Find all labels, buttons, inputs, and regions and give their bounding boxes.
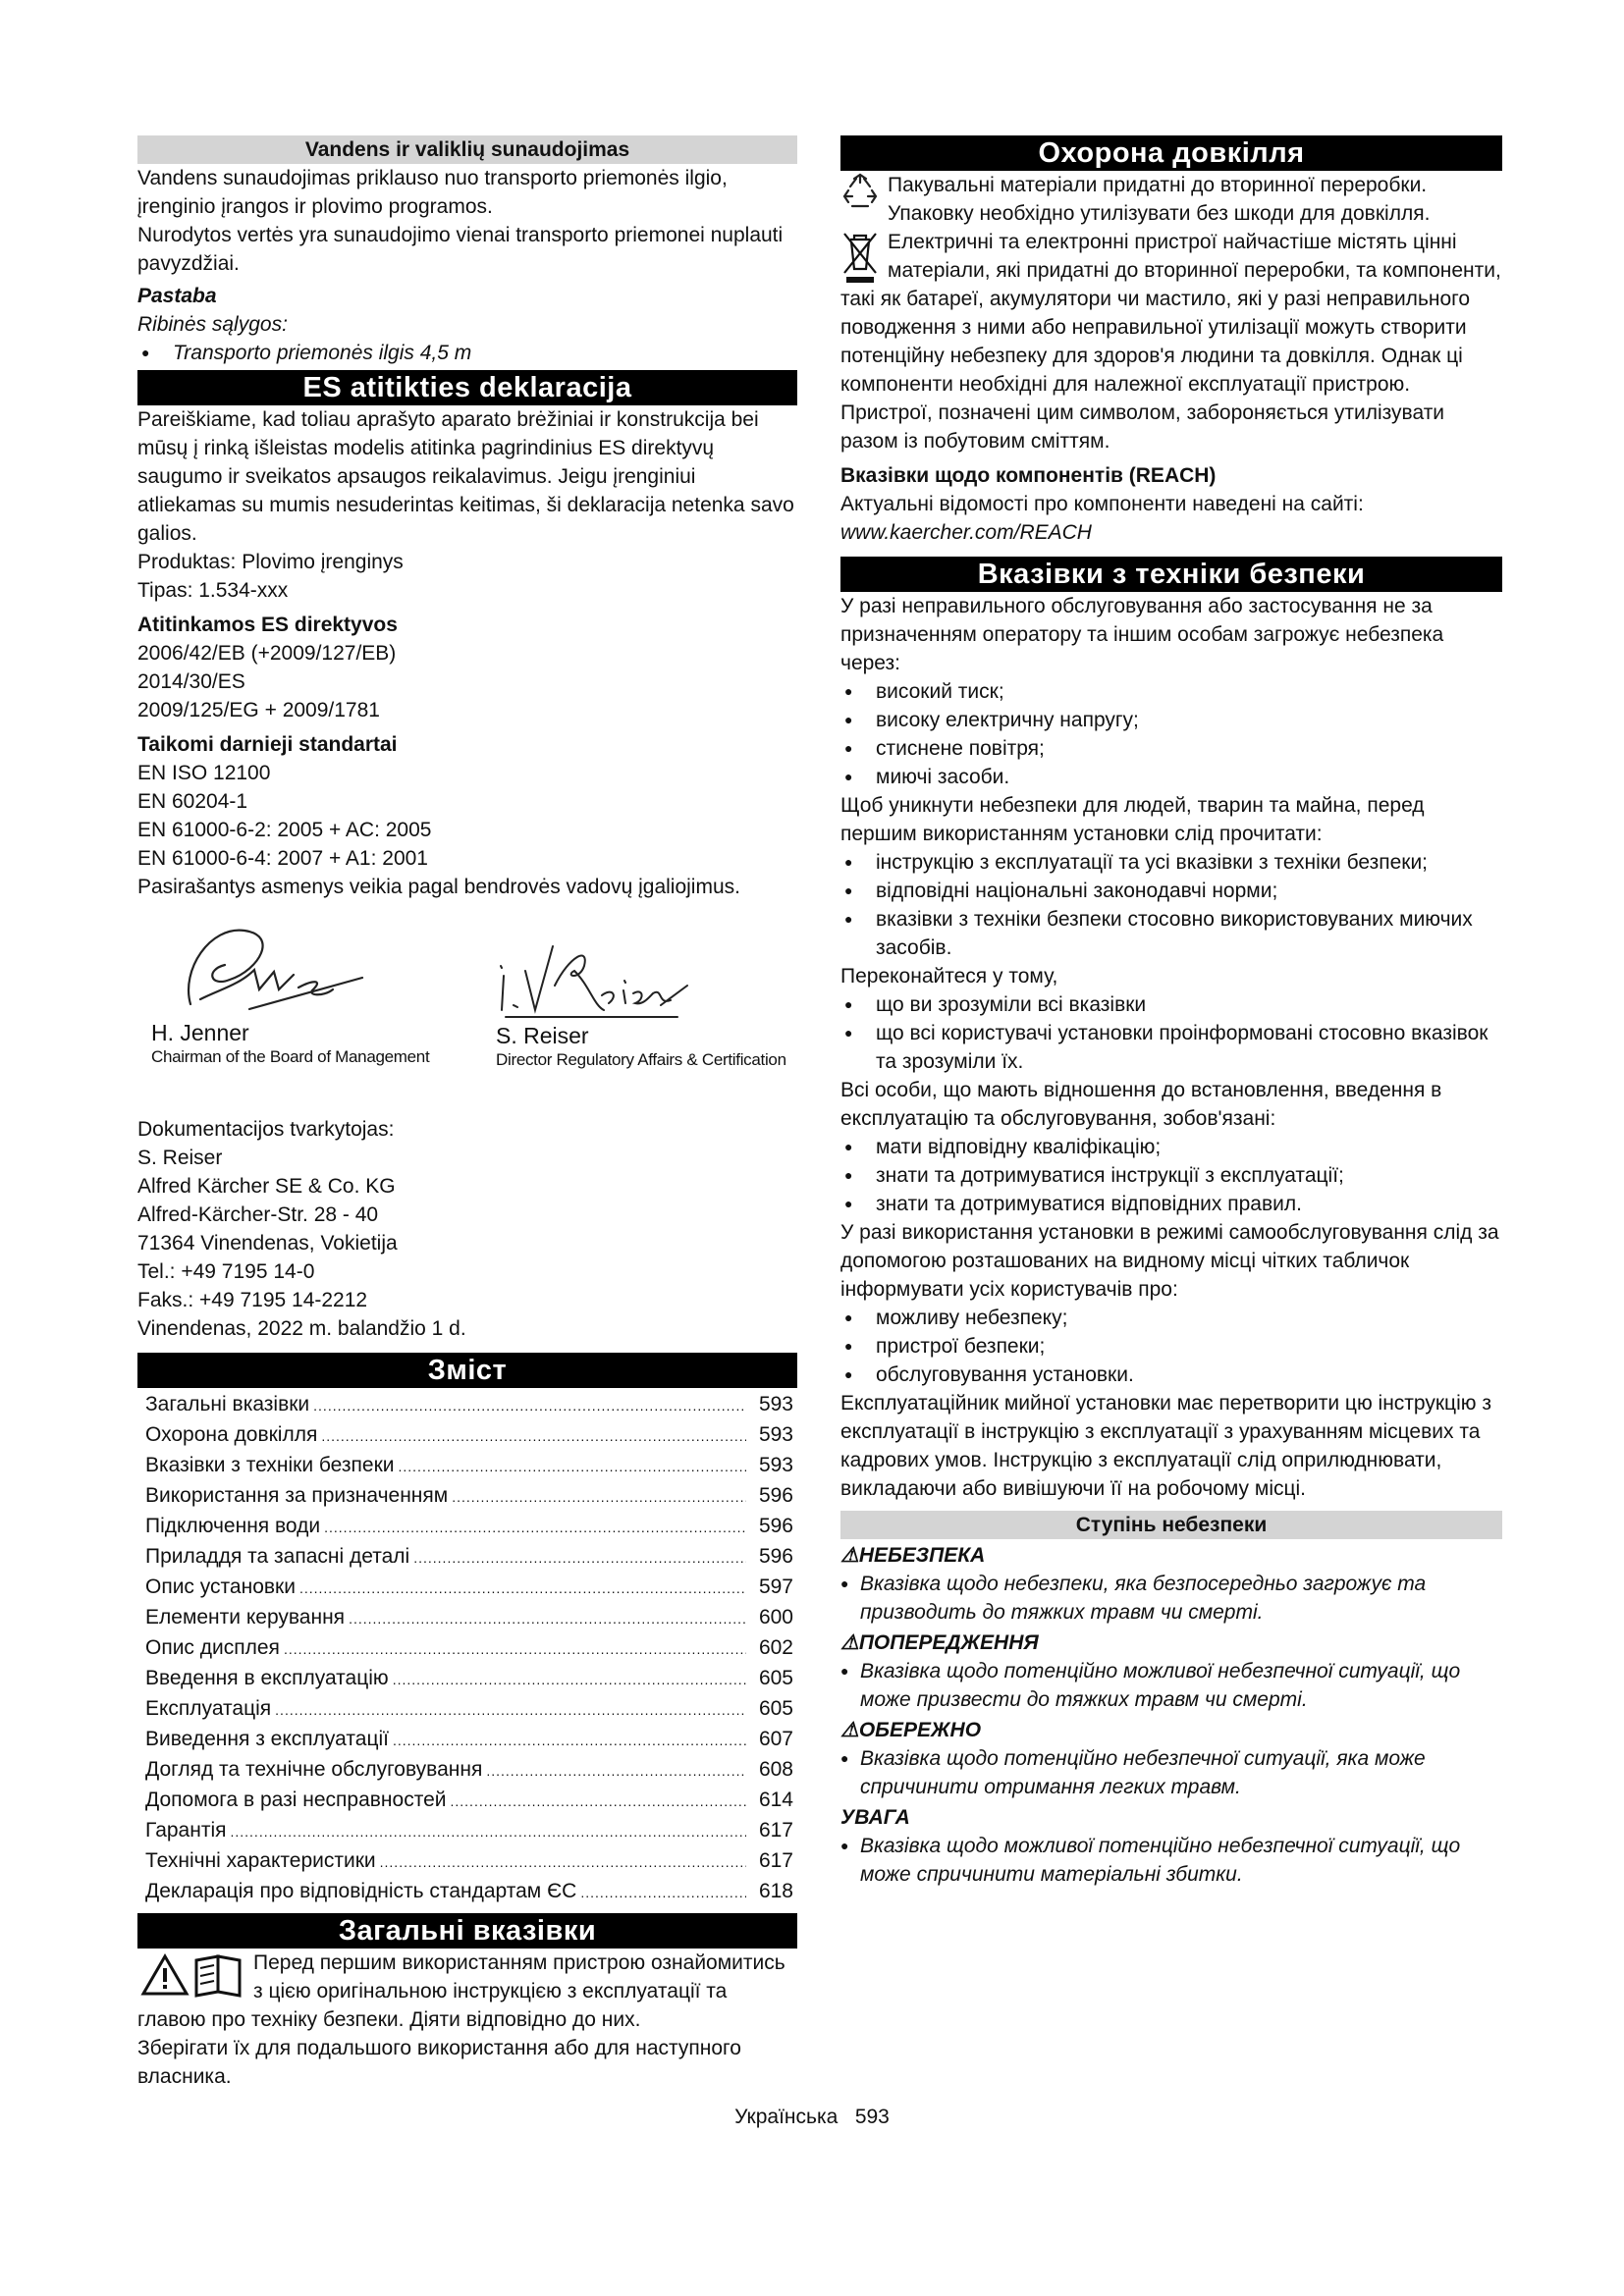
toc-title: Елементи керування [145,1606,346,1629]
list-item: ● високу електричну напругу; [840,706,1502,734]
toc-leader [380,1848,746,1877]
toc-row[interactable] [137,1390,797,1420]
toc-row[interactable] [137,1633,797,1664]
list-item: ● знати та дотримуватися відповідних правил. [840,1190,1502,1218]
standard-line: EN ISO 12100 [137,762,271,784]
address-line: Alfred Kärcher SE & Co. KG [137,1175,396,1198]
list-item: ● інструкцію з експлуатації та усі вказівки з техніки безпеки; [840,848,1502,877]
list-item: ● мати відповідну кваліфікацію; [840,1133,1502,1161]
toc-title: Приладдя та запасні деталі [145,1545,410,1568]
footer-language: Українська [734,2106,839,2128]
toc-row[interactable] [137,1877,797,1907]
general-notes [137,1949,797,2091]
warning-triangle-icon: ⚠ [840,1719,859,1741]
toc-leader [486,1757,746,1786]
general-paragraph-2: Зберігати їх для подальшого використання або для наступного власника. [137,2037,741,2088]
toc-title: Підключення води [145,1515,321,1537]
section-heading-toc: Зміст [137,1353,797,1388]
ensure-list [840,990,1502,1076]
toc-row[interactable] [137,1755,797,1786]
safety-paragraph-2: Щоб уникнути небезпеки для людей, тварин та майна, перед першим використанням установки слід прочитати: [840,794,1425,845]
list-item: ● знати та дотримуватися інструкції з експлуатації; [840,1161,1502,1190]
list-item: ● можливу небезпеку; [840,1304,1502,1332]
toc-row[interactable] [137,1846,797,1877]
toc-page: 596 [758,1545,793,1568]
warning-triangle-icon: ⚠ [840,1631,859,1654]
toc-page: 614 [758,1789,793,1811]
safety-paragraph-4: Всі особи, що мають відношення до встановлення, введення в експлуатацію та обслуговування, зобов'язані: [840,1079,1442,1130]
toc-leader [275,1696,746,1725]
signer-role: Director Regulatory Affairs & Certification [496,1050,786,1069]
warning-triangle-icon: ⚠ [840,1544,859,1567]
hazard-levels [840,1541,1502,1889]
directive-line: 2009/125/EG + 2009/1781 [137,699,380,721]
reach-link[interactable]: www.kaercher.com/REACH [840,521,1092,544]
toc-page: 593 [758,1454,793,1476]
list-item: ● стиснене повітря; [840,734,1502,763]
type-line: Tipas: 1.534-xxx [137,579,289,602]
standard-line: EN 60204-1 [137,790,248,813]
toc-page: 593 [758,1393,793,1415]
toc-page: 597 [758,1575,793,1598]
reach-paragraph: Актуальні відомості про компоненти наведені на сайті: [840,493,1364,515]
toc-title: Вказівки з техніки безпеки [145,1454,395,1476]
environment-paragraph-1: Пакувальні матеріали придатні до вторинної переробки. Упаковку необхідно утилізувати без шкоди для довкілля. [888,174,1431,225]
general-paragraph-1: Перед першим використанням пристрою ознайомитись з цією оригінальною інструкцією з експлуатації та главою про техніку безпеки. Діяти відповідно до них. [137,1951,785,2031]
toc-title: Опис установки [145,1575,296,1598]
toc-leader [324,1514,746,1542]
water-paragraph-2: Nurodytos vertės yra sunaudojimo vienai transporto priemonei nuplauti pavyzdžiai. [137,224,784,275]
list-item: ● що всі користувачі установки проінформовані стосовно вказівок та зрозуміли їх. [840,1019,1502,1076]
warning-manual-icon [139,1950,247,1998]
toc-title: Гарантія [145,1819,227,1842]
eu-declaration-paragraph: Pareiškiame, kad toliau aprašyto aparato brėžiniai ir konstrukcija bei mūsų į rinką išleistas modelis atitinka pagrindinius ES direktyvų saugumo ir sveikatos apsaugos reikalavimus. Jeigu įrenginiui atliekamas su mumis nesuderintas keitimas, ši deklaracija netenka savo galios. [137,408,794,545]
page-number: 593 [854,2106,890,2128]
toc-row[interactable] [137,1664,797,1694]
table-of-contents [137,1390,797,1907]
toc-leader [299,1575,746,1603]
toc-leader [393,1666,746,1694]
obligations-list [840,1133,1502,1218]
toc-title: Декларація про відповідність стандартам ЄС [145,1880,577,1902]
toc-title: Догляд та технічне обслуговування [145,1758,483,1781]
signature-reiser [496,927,786,1071]
safety-paragraph-6: Експлуатаційник мийної установки має перетворити цю інструкцію з експлуатації в інструкцію з експлуатації з урахуванням місцевих та кадрових умов. Інструкцію з експлуатації слід оприлюднювати, викладаючи або вивішуючи її на робочому місці. [840,1392,1491,1500]
toc-leader [230,1818,746,1846]
directive-line: 2006/42/EB (+2009/127/EB) [137,642,397,665]
address-line: Faks.: +49 7195 14-2212 [137,1289,368,1311]
toc-row[interactable] [137,1603,797,1633]
toc-leader [451,1788,747,1816]
toc-page: 596 [758,1515,793,1537]
toc-row[interactable] [137,1542,797,1573]
toc-page: 593 [758,1423,793,1446]
toc-page: 602 [758,1636,793,1659]
recycling-icon [840,173,880,212]
signers-text: Pasirašantys asmenys veikia pagal bendrovės vadovų įgaliojimus. [137,876,740,898]
section-heading-general: Загальні вказівки [137,1913,797,1949]
address-line: Alfred-Kärcher-Str. 28 - 40 [137,1203,379,1226]
signatures-block [137,911,797,1107]
standard-line: EN 61000-6-2: 2005 + AC: 2005 [137,819,432,841]
toc-page: 617 [758,1819,793,1842]
section-heading-eu-declaration: ES atitikties deklaracija [137,370,797,405]
directives-title: Atitinkamos ES direktyvos [137,614,398,636]
danger-heading [840,1541,1502,1570]
toc-title: Опис дисплея [145,1636,280,1659]
signer-name: H. Jenner [151,1020,249,1045]
list-item: ● обслуговування установки. [840,1361,1502,1389]
caution-text: ● Вказівка щодо потенційно небезпечної ситуації, яка може спричинити отримання легких травм. [840,1744,1502,1801]
section-heading-environment: Охорона довкілля [840,135,1502,171]
reach-title: Вказівки щодо компонентів (REACH) [840,464,1217,487]
inform-list [840,1304,1502,1389]
toc-page: 596 [758,1484,793,1507]
crossed-bin-icon [840,230,880,285]
directive-line: 2014/30/ES [137,670,245,693]
left-column [137,135,797,2091]
toc-page: 605 [758,1697,793,1720]
hazard-list [840,677,1502,791]
toc-leader [321,1422,746,1451]
handwritten-signature-icon [496,927,692,1020]
toc-leader [413,1544,746,1573]
toc-page: 618 [758,1880,793,1902]
address-line: Dokumentacijos tvarkytojas: [137,1118,395,1141]
toc-page: 605 [758,1667,793,1689]
documentation-manager [137,1115,797,1343]
address-line: 71364 Vinendenas, Vokietija [137,1232,398,1255]
environment-paragraph-2: Електричні та електронні пристрої найчастіше містять цінні матеріали, які придатні до вторинної переробки, та компоненти, такі як батареї, акумулятори чи мастило, які у разі неправильного поводження з ними або неправильної утилізації можуть створити потенційну небезпеку для здоров'я людини та довкілля. Однак ці компоненти необхідні для належної експлуатації пристрою. Пристрої, позначені цим символом, забороняється утилізувати разом із побутовим сміттям. [840,231,1501,453]
danger-text: ● Вказівка щодо небезпеки, яка безпосередньо загрожує та призводить до тяжких травм чи смерті. [840,1570,1502,1627]
toc-title: Експлуатація [145,1697,272,1720]
section-heading-safety: Вказівки з техніки безпеки [840,557,1502,592]
standard-line: EN 61000-6-4: 2007 + A1: 2001 [137,847,428,870]
note-subtitle: Ribinės sąlygos: [137,313,288,336]
toc-leader [284,1635,746,1664]
list-item: ● Transporto priemonės ilgis 4,5 m [137,339,797,367]
toc-leader [393,1727,746,1755]
page-footer [0,2103,1624,2131]
caution-label: ОБЕРЕЖНО [858,1719,982,1741]
water-paragraph-1: Vandens sunaudojimas priklauso nuo transporto priemonės ilgio, įrenginio įrangos ir plovimo programos. [137,167,728,218]
list-item: ● пристрої безпеки; [840,1332,1502,1361]
list-item: ● вказівки з техніки безпеки стосовно використовуваних миючих засобів. [840,905,1502,962]
product-line: Produktas: Plovimo įrenginys [137,551,404,573]
warning-heading [840,1629,1502,1657]
toc-title: Використання за призначенням [145,1484,449,1507]
list-item: ● відповідні національні законодавчі норми; [840,877,1502,905]
notice-heading: УВАГА [840,1806,910,1829]
section-heading-water: Vandens ir valiklių sunaudojimas [137,135,797,164]
safety-paragraph-1: У разі неправильного обслуговування або застосування не за призначенням оператору та іншим особам загрожує небезпека через: [840,595,1444,674]
toc-page: 607 [758,1728,793,1750]
list-item: ● що ви зрозуміли всі вказівки [840,990,1502,1019]
signer-name: S. Reiser [496,1023,589,1048]
toc-leader [349,1605,746,1633]
toc-row[interactable] [137,1816,797,1846]
toc-leader [313,1392,746,1420]
toc-title: Допомога в разі несправностей [145,1789,447,1811]
toc-row[interactable] [137,1451,797,1481]
toc-row[interactable] [137,1694,797,1725]
standards-title: Taikomi darnieji standartai [137,733,398,756]
toc-row[interactable] [137,1481,797,1512]
address-line: Vinendenas, 2022 m. balandžio 1 d. [137,1317,466,1340]
section-heading-hazard-levels: Ступінь небезпеки [840,1511,1502,1539]
toc-leader [399,1453,747,1481]
toc-row[interactable] [137,1786,797,1816]
handwritten-signature-icon [151,911,377,1019]
safety-paragraph-5: У разі використання установки в режимі самообслуговування слід за допомогою розташованих на видному місці чітких табличок інформувати усіх користувачів про: [840,1221,1499,1301]
safety-paragraph-3: Переконайтеся у тому, [840,965,1058,988]
toc-title: Загальні вказівки [145,1393,310,1415]
toc-page: 617 [758,1849,793,1872]
signer-role: Chairman of the Board of Management [151,1047,430,1066]
read-list [840,848,1502,962]
warning-text: ● Вказівка щодо потенційно можливої небезпечної ситуації, що може призвести до тяжких травм чи смерті. [840,1657,1502,1714]
toc-title: Охорона довкілля [145,1423,318,1446]
toc-page: 600 [758,1606,793,1629]
warning-label: ПОПЕРЕДЖЕННЯ [858,1631,1039,1654]
toc-title: Виведення з експлуатації [145,1728,389,1750]
list-item: ● високий тиск; [840,677,1502,706]
list-item: ● миючі засоби. [840,763,1502,791]
toc-row[interactable] [137,1420,797,1451]
caution-heading [840,1716,1502,1744]
toc-leader [580,1879,746,1907]
address-line: Tel.: +49 7195 14-0 [137,1260,315,1283]
notice-text: ● Вказівка щодо можливої потенційно небезпечної ситуації, що може спричинити матеріальні збитки. [840,1832,1502,1889]
toc-page: 608 [758,1758,793,1781]
toc-row[interactable] [137,1725,797,1755]
note-label: Pastaba [137,285,217,307]
address-line: S. Reiser [137,1147,223,1169]
environment-block [840,171,1502,455]
note-list [137,339,797,367]
signature-jenner [151,911,429,1068]
toc-title: Технічні характеристики [145,1849,376,1872]
toc-row[interactable] [137,1512,797,1542]
toc-leader [452,1483,746,1512]
toc-title: Введення в експлуатацію [145,1667,389,1689]
toc-row[interactable] [137,1573,797,1603]
right-column [840,135,1502,1889]
danger-label: НЕБЕЗПЕКА [858,1544,986,1567]
